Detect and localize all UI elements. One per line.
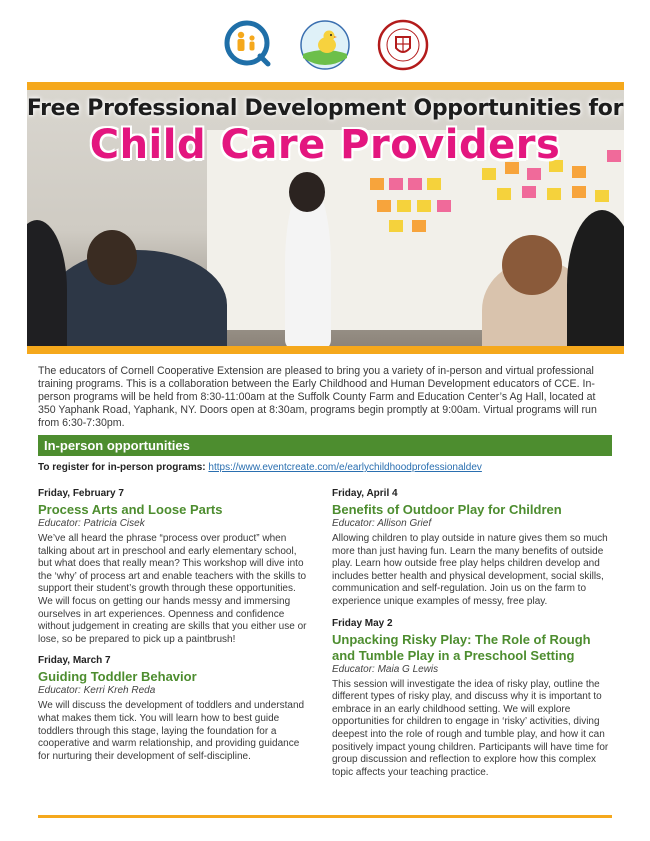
event-card [38,655,312,763]
section-heading: In-person opportunities [38,435,612,456]
event-date: Friday, February 7 [38,488,124,499]
left-column [38,488,312,772]
event-educator: Educator: Maia G Lewis [332,663,439,675]
event-educator: Educator: Allison Grief [332,518,432,529]
event-description: This session will investigate the idea of risky play, outline the different types of risky play, and discuss why it is important to embrace in an early childhood setting. We will explore opportunities for children to engage in ‘risky’ activities, diving deepest into the role of rough and tumble play, and how it can positively impact young children. Participants will have time for group discussion and reflection to explore how this complex topic affects your teaching practice. [332,678,609,778]
title-line-2: Child Care Providers [89,122,561,168]
event-card [332,618,616,780]
top-orange-bar [27,82,624,90]
event-date: Friday, April 4 [332,488,398,499]
event-title: Guiding Toddler Behavior [38,669,197,685]
event-educator: Educator: Kerri Kreh Reda [38,685,156,697]
event-date: Friday, March 7 [38,655,111,667]
logo-row [0,14,650,76]
register-label: To register for in-person programs: [38,462,206,473]
right-column [332,488,616,788]
event-title: Unpacking Risky Play: The Role of Rough and Tumble Play in a Preschool Setting [332,631,591,663]
event-title: Benefits of Outdoor Play for Children [332,502,562,517]
bottom-orange-rule [38,815,612,818]
register-line [38,462,616,473]
intro-text: The educators of Cornell Cooperative Extension are pleased to bring you a variety of in-person and virtual professional training programs. This is a collaboration between the Early Childhood and Human Development educators of CCE. In-person programs will be held from 8:30-11:00am at the Suffolk County Farm and Education Center’s Ag Hall, located at 350 Yaphank Road, Yaphank, NY. Doors open at 8:30am, programs begin promptly at 9:00am. Virtual programs will run from 6:30-7:30pm. [38,365,597,429]
event-title: Process Arts and Loose Parts [38,502,223,517]
cornell-logo [376,18,430,72]
parenting-logo [220,18,274,72]
early-childhood-logo [298,18,352,72]
event-description: We’ve all heard the phrase “process over product” when talking about art in preschool and early elementary school, but what does that really mean? This workshop will dive into the ‘why’ of process art and enable teachers with the skills to support their student’s growth through these opportunities. We will focus on getting our hands messy and immersing ourselves in art experiences. Openness and confidence without judgement in creating are skills that you either use or lose, so be prepared to pick up a paintbrush! [38,533,307,645]
title-line-1: Free Professional Development Opportunities for [26,96,624,121]
event-card [38,488,312,646]
intro-paragraph [38,365,616,430]
middle-orange-bar [27,346,624,354]
register-link[interactable]: https://www.eventcreate.com/e/earlychildhoodprofessionaldev [208,462,482,473]
event-date: Friday May 2 [332,617,393,629]
event-card [332,488,616,609]
event-description: We will discuss the development of toddlers and understand what makes them tick. You will learn how to best guide toddlers through this stage, laying the foundation for a cooperative and warm relationship, and providing guidance for nurturing their development of self-discipline. [38,700,305,762]
event-description: Allowing children to play outside in nature gives them so much more than just having fun. Learn the many benefits of outside play. Learn how outside free play helps children develop and includes better health and physical development, social skills, communication and self-regulation. Join us on the farm to experience unique examples of messy, free play. [332,533,608,607]
event-educator: Educator: Patricia Cisek [38,518,145,529]
